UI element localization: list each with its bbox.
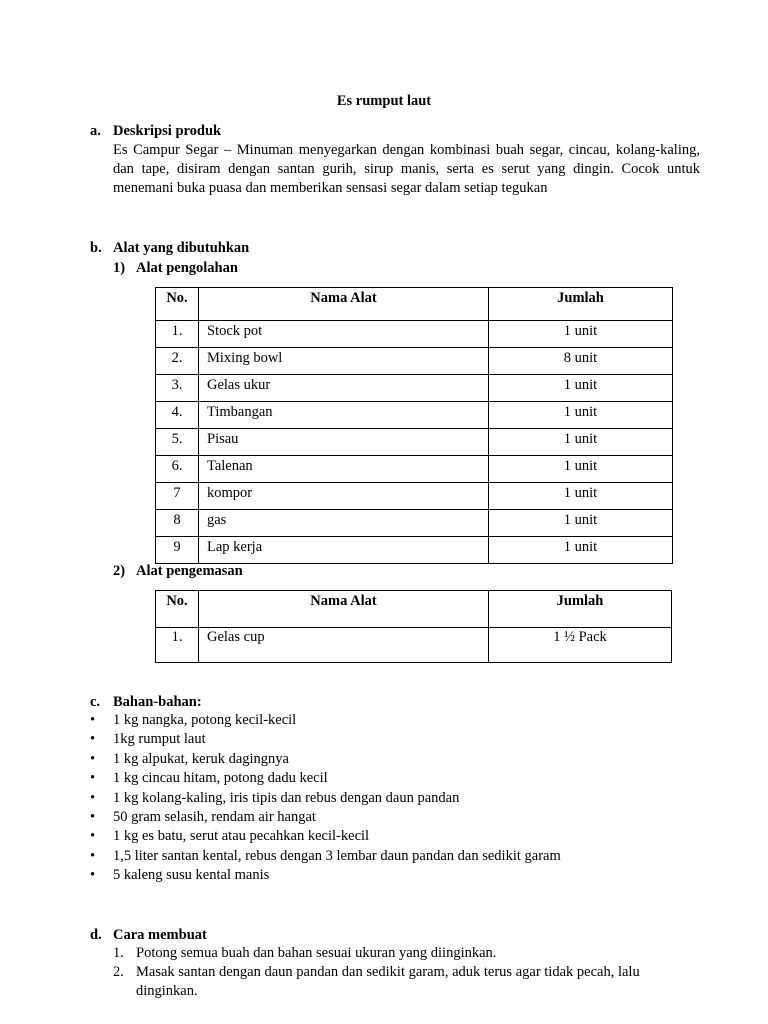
section-a-label: a. [90,123,101,139]
cell-tool-name: Gelas cup [199,628,489,663]
ingredient-text: 1 kg nangka, potong kecil-kecil [113,712,297,728]
ingredient-item [90,769,561,788]
step-text: Masak santan dengan daun pandan dan sedikit garam, aduk terus agar tidak pecah, lalu dinginkan. [136,964,640,999]
header-quantity: Jumlah [489,591,672,628]
cell-tool-name: Gelas ukur [199,375,489,402]
section-b-label: b. [90,240,102,256]
table-row [156,429,673,456]
subsection-processing-label: 1) [113,260,126,276]
step-item [113,963,673,1001]
processing-tools-table [155,287,673,564]
subsection-packaging-heading [113,562,243,581]
section-b-title: Alat yang dibutuhkan [113,240,250,256]
cell-quantity: 1 unit [489,429,673,456]
table-row [156,402,673,429]
table-row [156,321,673,348]
cell-no: 8 [156,510,199,537]
cell-tool-name: Talenan [199,456,489,483]
section-d-label: d. [90,927,102,943]
header-tool-name: Nama Alat [199,288,489,321]
subsection-processing-title: Alat pengolahan [136,260,238,276]
ingredient-text: 1,5 liter santan kental, rebus dengan 3 lembar daun pandan dan sedikit garam [113,847,561,864]
table-row [156,456,673,483]
bullet-icon: • [90,828,96,845]
ingredient-item [90,750,561,769]
ingredient-item [90,866,561,885]
cell-no: 5. [156,429,199,456]
section-d-title: Cara membuat [113,927,207,943]
cell-no: 3. [156,375,199,402]
cell-tool-name: Mixing bowl [199,348,489,375]
cell-quantity: 1 unit [489,510,673,537]
subsection-processing-heading [113,259,238,278]
table-header-row [156,288,673,321]
cell-tool-name: Stock pot [199,321,489,348]
ingredient-item [90,827,561,846]
header-no: No. [156,591,199,628]
table-row [156,375,673,402]
step-number: 2. [113,964,124,980]
section-b-heading [90,239,249,258]
cell-no: 9 [156,537,199,564]
ingredient-item [90,808,561,827]
cell-quantity: 1 unit [489,375,673,402]
steps-list [113,944,673,1001]
ingredients-list [90,711,561,886]
section-a-title: Deskripsi produk [113,123,222,139]
bullet-icon: • [90,712,96,728]
cell-no: 1. [156,321,199,348]
cell-quantity: 1 unit [489,321,673,348]
cell-no: 6. [156,456,199,483]
cell-no: 1. [156,628,199,663]
cell-tool-name: kompor [199,483,489,510]
table-row [156,483,673,510]
ingredient-text: 1 kg alpukat, keruk dagingnya [113,750,289,767]
bullet-icon: • [90,808,96,825]
cell-no: 7 [156,483,199,510]
section-c-heading [90,693,202,712]
table-header-row [156,591,672,628]
header-no: No. [156,288,199,321]
step-item [113,944,673,963]
ingredient-text: 1 kg cincau hitam, potong dadu kecil [113,770,328,787]
section-c-title: Bahan-bahan: [113,694,202,710]
table-row [156,628,672,663]
cell-tool-name: gas [199,510,489,537]
cell-no: 2. [156,348,199,375]
ingredient-item [90,730,561,749]
cell-tool-name: Lap kerja [199,537,489,564]
ingredient-text: 1 kg es batu, serut atau pecahkan kecil-kecil [113,828,370,845]
cell-tool-name: Pisau [199,429,489,456]
step-text: Potong semua buah dan bahan sesuai ukuran yang diinginkan. [136,945,497,961]
cell-quantity: 1 unit [489,537,673,564]
cell-tool-name: Timbangan [199,402,489,429]
ingredient-item [90,789,561,808]
packaging-tools-table [155,590,672,663]
product-description: Es Campur Segar – Minuman menyegarkan dengan kombinasi buah segar, cincau, kolang-kaling, dan tape, disiram dengan santan gurih, sirup manis, serta es serut yang dingin. Cocok untuk menemani buka puasa dan memberikan sensasi segar dalam setiap tegukan [113,142,700,196]
section-d-heading [90,926,207,945]
subsection-packaging-title: Alat pengemasan [136,563,243,579]
section-c-label: c. [90,694,101,710]
ingredient-text: 50 gram selasih, rendam air hangat [113,808,316,825]
ingredient-text: 5 kaleng susu kental manis [113,867,270,884]
table-row [156,348,673,375]
bullet-icon: • [90,867,96,884]
cell-quantity: 8 unit [489,348,673,375]
bullet-icon: • [90,789,96,806]
cell-no: 4. [156,402,199,429]
subsection-packaging-label: 2) [113,563,126,579]
bullet-icon: • [90,731,96,748]
ingredient-text: 1 kg kolang-kaling, iris tipis dan rebus dengan daun pandan [113,789,460,806]
ingredient-text: 1kg rumput laut [113,731,206,748]
cell-quantity: 1 unit [489,483,673,510]
ingredient-item [90,847,561,866]
cell-quantity: 1 unit [489,456,673,483]
cell-quantity: 1 ½ Pack [489,628,672,663]
section-a-heading [90,122,221,141]
header-tool-name: Nama Alat [199,591,489,628]
bullet-icon: • [90,770,96,787]
bullet-icon: • [90,750,96,767]
document-title: Es rumput laut [336,93,432,109]
bullet-icon: • [90,847,96,864]
cell-quantity: 1 unit [489,402,673,429]
table-row [156,510,673,537]
ingredient-item [90,711,561,730]
step-number: 1. [113,945,124,961]
table-row [156,537,673,564]
header-quantity: Jumlah [489,288,673,321]
